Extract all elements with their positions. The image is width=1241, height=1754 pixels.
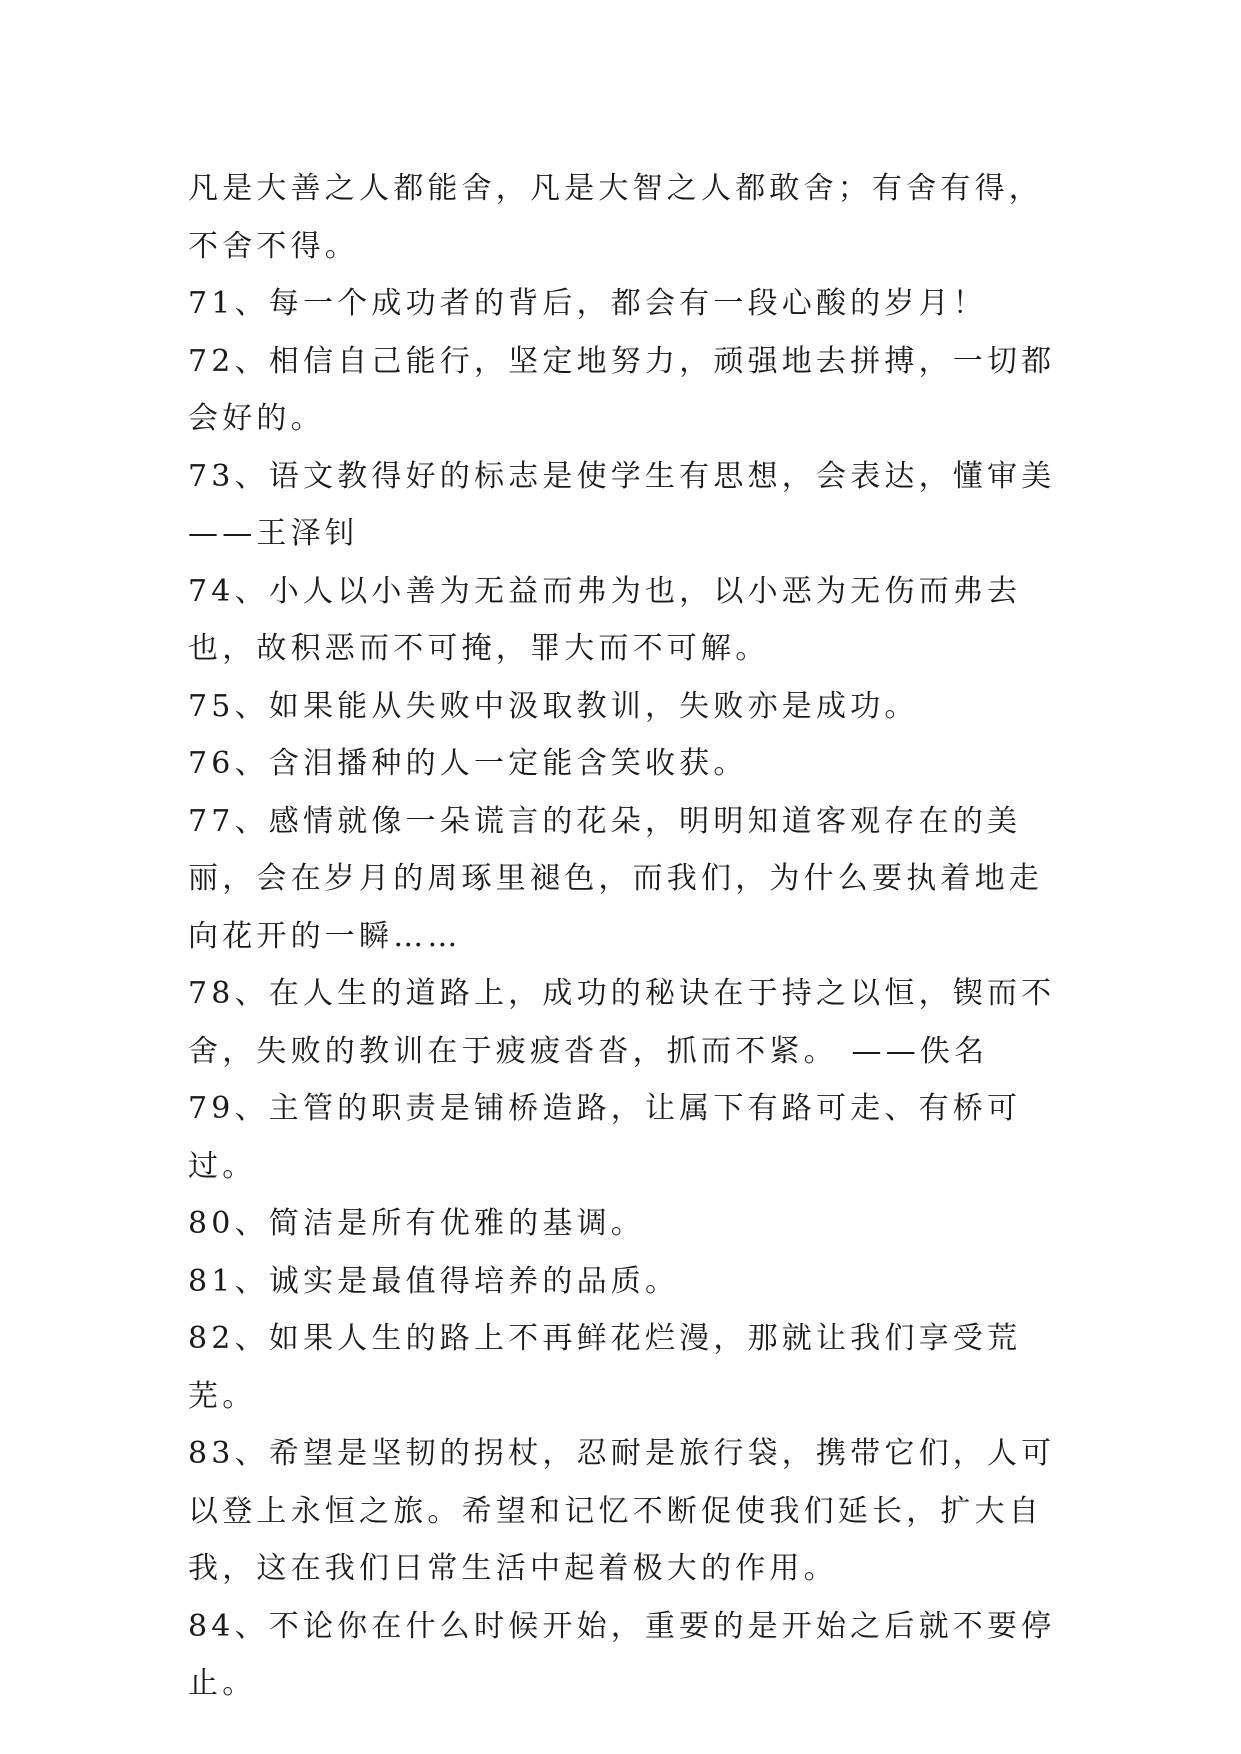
- paragraph: 78、在人生的道路上，成功的秘诀在于持之以恒，锲而不舍，失败的教训在于疲疲沓沓，抓而不紧。 ——佚名: [188, 976, 1056, 1069]
- paragraph: 73、语文教得好的标志是使学生有思想，会表达，懂审美——王泽钊: [188, 458, 1056, 551]
- paragraph: 84、不论你在什么时候开始，重要的是开始之后就不要停止。: [188, 1608, 1056, 1701]
- paragraph: 77、感情就像一朵谎言的花朵，明明知道客观存在的美丽，会在岁月的周琢里褪色，而我们，为什么要执着地走向花开的一瞬……: [188, 803, 1043, 954]
- paragraph: 83、希望是坚韧的拐杖，忍耐是旅行袋，携带它们，人可以登上永恒之旅。希望和记忆不断促使我们延长，扩大自我，这在我们日常生活中起着极大的作用。: [188, 1436, 1056, 1586]
- paragraph: 74、小人以小善为无益而弗为也，以小恶为无伤而弗去也，故积恶而不可掩，罪大而不可解。: [188, 573, 1022, 666]
- paragraph: 75、如果能从失败中汲取教训，失败亦是成功。: [188, 688, 919, 724]
- paragraph: 71、每一个成功者的背后，都会有一段心酸的岁月！: [188, 286, 987, 321]
- paragraph: 80、简洁是所有优雅的基调。: [188, 1206, 645, 1241]
- paragraph: 凡是大善之人都能舍，凡是大智之人都敢舍；有舍有得，不舍不得。: [188, 171, 1043, 264]
- paragraph: 79、主管的职责是铺桥造路，让属下有路可走、有桥可过。: [188, 1091, 1022, 1184]
- paragraph: 76、含泪播种的人一定能含笑收获。: [188, 746, 748, 781]
- paragraph: 81、诚实是最值得培养的品质。: [188, 1263, 680, 1299]
- document-body: [188, 160, 1068, 1713]
- paragraph: 72、相信自己能行，坚定地努力，顽强地去拼搏，一切都会好的。: [188, 343, 1056, 436]
- paragraph: 82、如果人生的路上不再鲜花烂漫，那就让我们享受荒芜。: [188, 1321, 1022, 1414]
